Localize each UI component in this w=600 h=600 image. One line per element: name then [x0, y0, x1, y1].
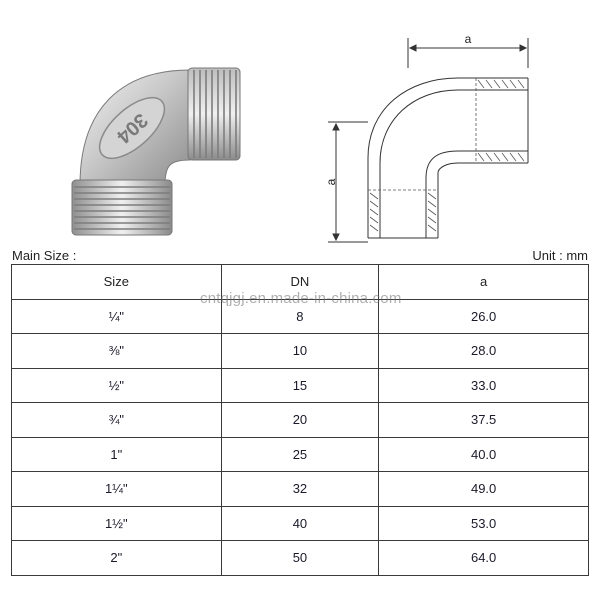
- dimension-a-left: a: [324, 178, 338, 186]
- cell-dn: 50: [221, 541, 379, 576]
- cell-dn: 25: [221, 437, 379, 472]
- cell-a: 53.0: [379, 506, 589, 541]
- cell-a: 37.5: [379, 403, 589, 438]
- table-row: [12, 334, 589, 369]
- cell-a: 26.0: [379, 299, 589, 334]
- cell-a: 49.0: [379, 472, 589, 507]
- technical-drawing: [318, 28, 540, 250]
- cell-a: 28.0: [379, 334, 589, 369]
- table-row: [12, 403, 589, 438]
- product-photo: [60, 50, 260, 250]
- cell-a: 33.0: [379, 368, 589, 403]
- cell-dn: 15: [221, 368, 379, 403]
- cell-dn: 20: [221, 403, 379, 438]
- cell-a: 40.0: [379, 437, 589, 472]
- table-row: [12, 437, 589, 472]
- cell-dn: 32: [221, 472, 379, 507]
- cell-dn: 10: [221, 334, 379, 369]
- cell-size: ½": [12, 368, 222, 403]
- cell-dn: 8: [221, 299, 379, 334]
- column-header-a: a: [379, 265, 589, 300]
- cell-size: 1": [12, 437, 222, 472]
- cell-size: 1½": [12, 506, 222, 541]
- material-marking: 304: [112, 108, 152, 148]
- main-size-label: Main Size :: [12, 248, 77, 263]
- dimension-a-top: a: [464, 32, 472, 46]
- cell-size: 2": [12, 541, 222, 576]
- size-table: [11, 264, 589, 576]
- cell-dn: 40: [221, 506, 379, 541]
- cell-size: ¼": [12, 299, 222, 334]
- table-row: [12, 506, 589, 541]
- cell-size: ⅜": [12, 334, 222, 369]
- unit-label: Unit : mm: [532, 248, 588, 263]
- cell-size: ¾": [12, 403, 222, 438]
- table-row: [12, 541, 589, 576]
- cell-a: 64.0: [379, 541, 589, 576]
- cell-size: 1¼": [12, 472, 222, 507]
- column-header-size: Size: [12, 265, 222, 300]
- table-row: [12, 472, 589, 507]
- table-row: [12, 368, 589, 403]
- watermark: cntqjgj.en.made-in-china.com: [200, 290, 402, 307]
- column-header-dn: DN: [221, 265, 379, 300]
